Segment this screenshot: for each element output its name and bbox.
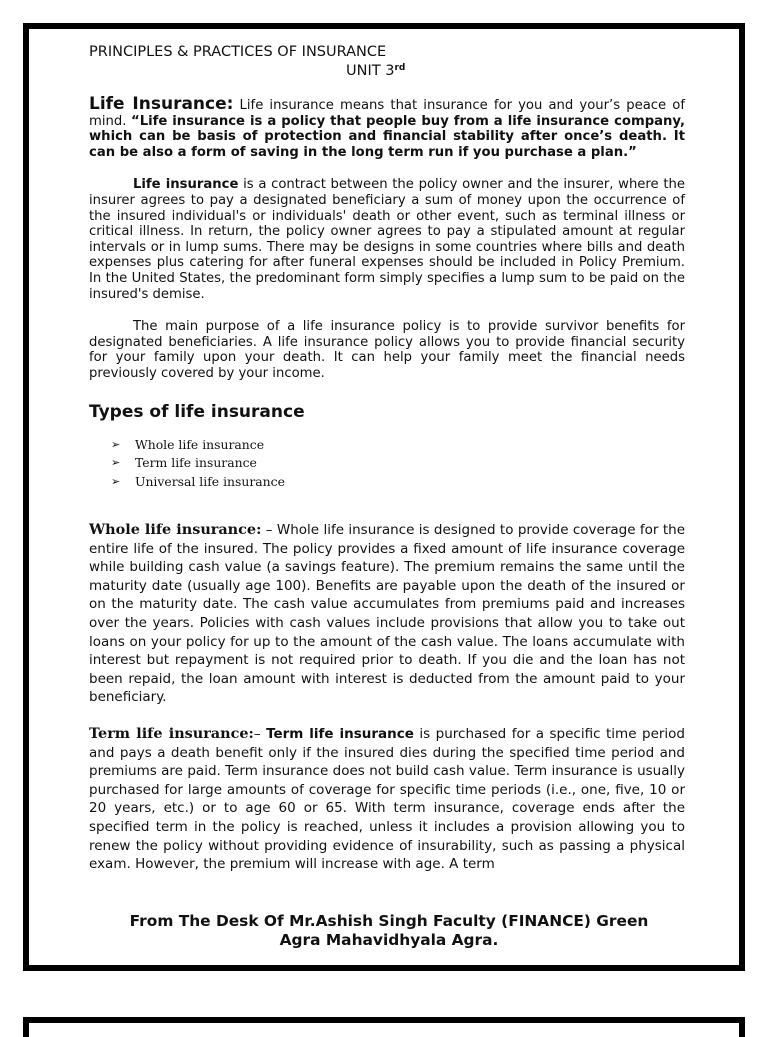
arrow-bullet-icon: ➢ [111,437,121,451]
footer-line-2: Agra Mahavidhyala Agra. [279,931,499,949]
intro-text: Life insurance means that insurance for you and your’s peace of mind. [89,98,685,129]
term-life-label: Term life insurance: [89,724,254,742]
purpose-paragraph: The main purpose of a life insurance policy is to provide survivor benefits for designated beneficiaries. A life insurance policy allows you to provide financial security for your family upon your death. It can help your family meet the financial needs previously covered by your income. [89,319,685,381]
whole-life-section [89,521,685,707]
page-footer [89,912,689,950]
intro-paragraph [89,94,686,160]
unit-label: UNIT 3rd [346,63,406,79]
term-life-term: Term life insurance [266,725,414,742]
definition-text: is a contract between the policy owner and the insurer, where the insurer agrees to pay a designated beneficiary a sum of money upon the occurrence of the insured individual's or individuals' death or other event, such as terminal illness or critical illness. In return, the policy owner agrees to pay a stipulated amount at regular intervals or in lump sums. There may be designs in some countries where bills and death expenses plus catering for after funeral expenses should be included in Policy Premium. In the United States, the predominant form simply specifies a lump sum to be paid on the insured's demise. [89,177,685,302]
footer-line-1: From The Desk Of Mr.Ashish Singh Faculty (FINANCE) Green [129,912,649,930]
list-item: ➢ Universal life insurance [111,473,685,492]
intro-quote: “Life insurance is a policy that people buy from a life insurance company, which can be basis of protection and financial stability after once’s death. It can be also a form of saving in the long term run if you purchase a plan.” [89,113,686,160]
page-content [89,44,685,874]
term-life-section: Term life insurance:– Term life insurance is purchased for a specific time period and pays a death benefit only if the insured dies during the specified time period and premiums are paid. Term insurance does not build cash value. Term insurance is usually purchased for large amounts of coverage for specific time periods (i.e., one, five, 10 or 20 years, etc.) or to age 60 or 65. With term insurance, coverage ends after the specified term in the policy is reached, unless it includes a provision allowing you to renew the policy without providing evidence of insurability, such as passing a physical exam. However, the premium will increase with age. A term [89,724,686,873]
definition-term: Life insurance [133,177,239,193]
term-life-text: is purchased for a specific time period and pays a death benefit only if the insured dies during the specified time period and premiums are paid. Term insurance does not build cash value. Term insurance is usually purchased for large amounts of coverage for specific time periods (i.e., one, five, 10 or 20 years, etc.) or to age 60 or 65. With term insurance, coverage ends after the specified term in the policy is reached, unless it includes a provision allowing you to renew the policy without providing evidence of insurability, such as passing a physical exam. However, the premium will increase with age. A term [89,725,686,873]
list-item: ➢ Whole life insurance [111,436,685,455]
whole-life-label: Whole life insurance: [89,521,262,538]
arrow-bullet-icon: ➢ [111,456,121,469]
whole-life-text: – Whole life insurance is designed to provide coverage for the entire life of the insured. The policy provides a fixed amount of life insurance coverage while building cash value (a savings feature). The premium remains the same until the maturity date (usually age 100). Benefits are payable upon the death of the insured or on the maturity date. The cash value accumulates from premiums paid and increases over the years. Policies with cash values include provisions that allow you to take out loans on your policy for up to the amount of the cash value. The loans accumulate with interest but repayment is not required prior to death. If you die and the loan has not been repaid, the loan amount with interest is deducted from the amount paid to your beneficiary. [89,522,685,706]
types-heading: Types of life insurance [89,401,305,422]
definition-paragraph [89,177,685,302]
types-list [111,436,685,492]
next-page-edge [23,1017,745,1037]
unit-superscript: rd [394,63,406,73]
intro-heading: Life Insurance: [89,94,234,114]
list-item: ➢ Term life insurance [111,454,685,473]
arrow-bullet-icon: ➢ [111,474,121,488]
course-title: PRINCIPLES & PRACTICES OF INSURANCE [89,44,387,60]
document-page [23,23,745,971]
